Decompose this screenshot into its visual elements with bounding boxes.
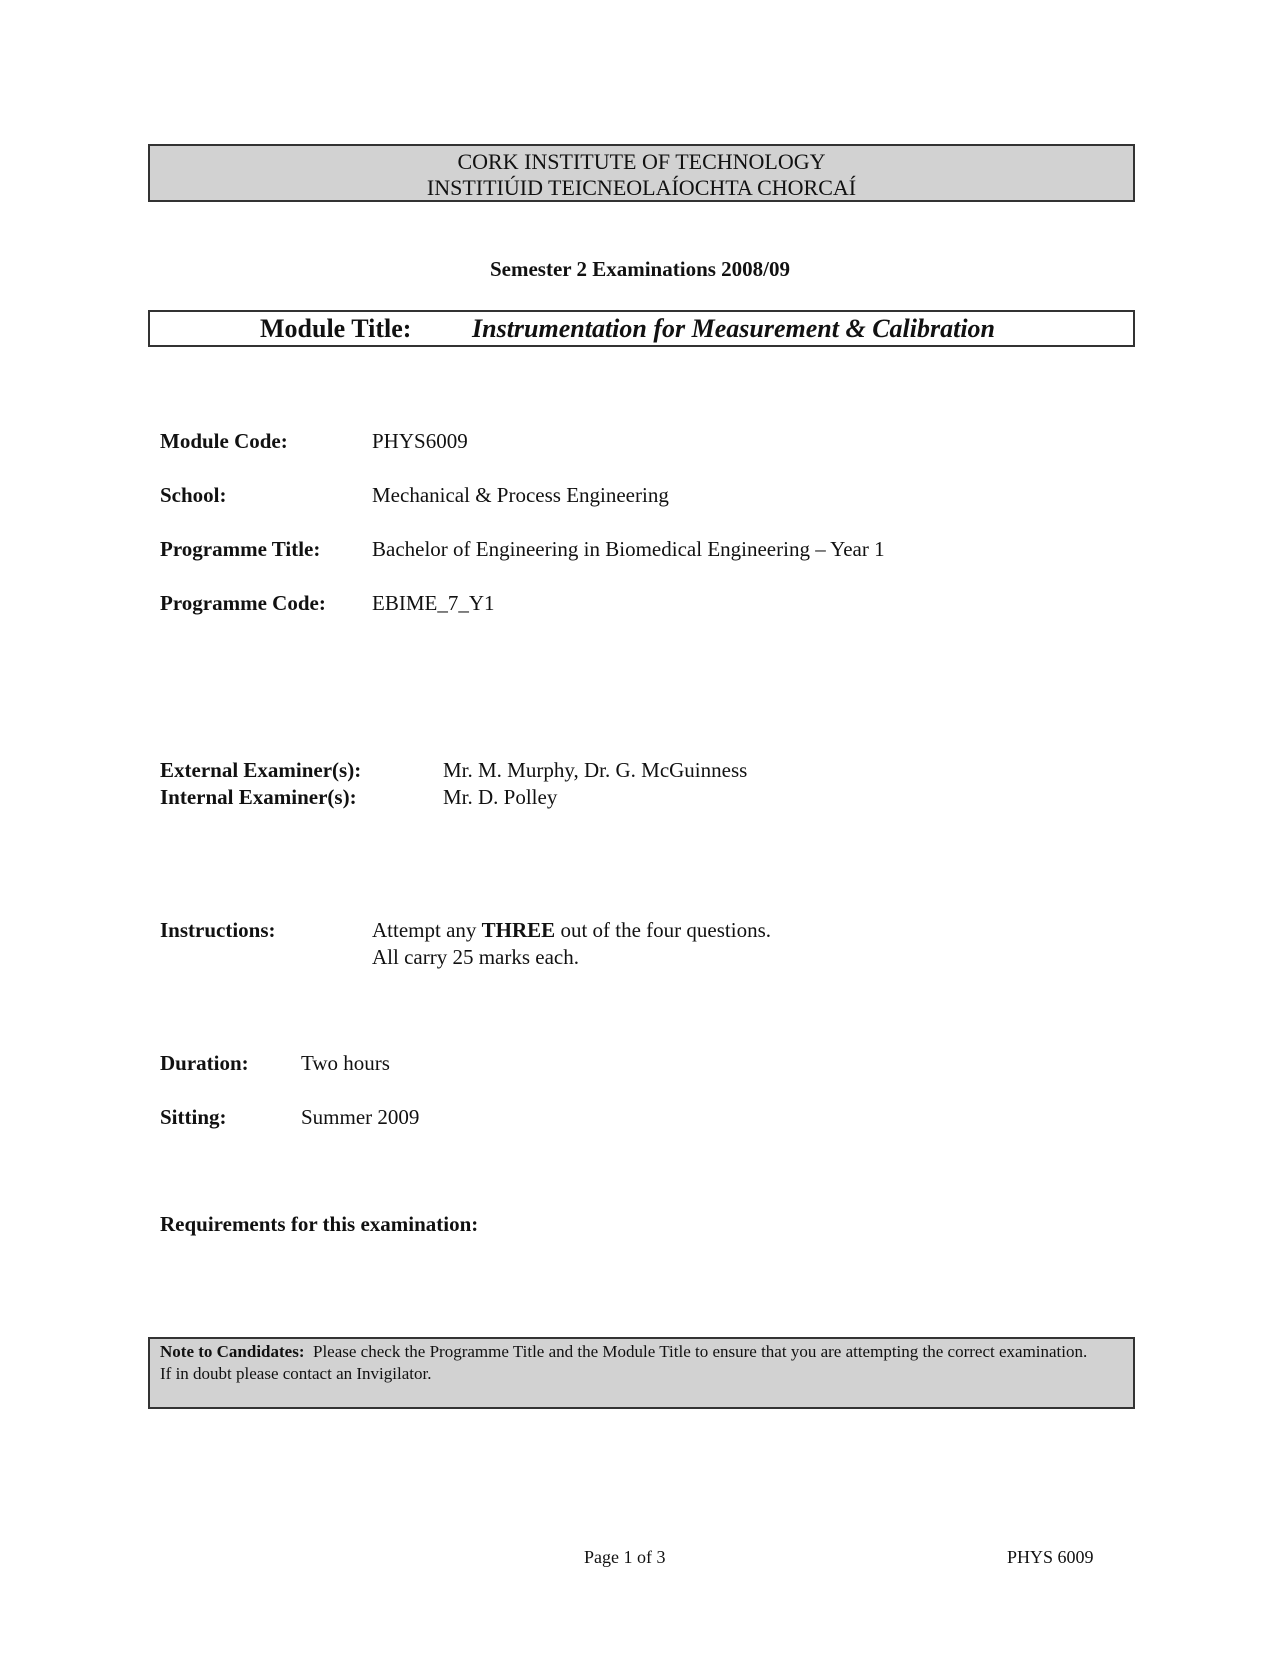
sitting-label: Sitting: <box>160 1105 227 1129</box>
module-code-value: PHYS6009 <box>372 429 468 453</box>
note-label: Note to Candidates: <box>160 1342 305 1361</box>
instructions-line-2: All carry 25 marks each. <box>372 945 579 969</box>
module-title-value: Instrumentation for Measurement & Calibration <box>472 314 996 343</box>
note-body: Please check the Programme Title and the Module Title to ensure that you are attempting the correct examination. <box>313 1342 1088 1361</box>
semester-heading: Semester 2 Examinations 2008/09 <box>489 257 791 281</box>
note-text <box>160 1341 1123 1363</box>
programme-code-label: Programme Code: <box>160 591 326 615</box>
internal-examiner-label: Internal Examiner(s): <box>160 785 357 809</box>
module-title-box <box>148 310 1135 347</box>
module-code-label: Module Code: <box>160 429 288 453</box>
requirements-label: Requirements for this examination: <box>160 1212 479 1236</box>
external-examiner-value: Mr. M. Murphy, Dr. G. McGuinness <box>443 758 748 782</box>
instructions-suffix: out of the four questions. <box>555 918 771 942</box>
internal-examiner-value: Mr. D. Polley <box>443 785 558 809</box>
programme-title-value: Bachelor of Engineering in Biomedical Engineering – Year 1 <box>372 537 885 561</box>
school-label: School: <box>160 483 227 507</box>
note-to-candidates-box <box>148 1337 1135 1409</box>
module-title-label: Module Title: <box>260 314 412 343</box>
external-examiner-label: External Examiner(s): <box>160 758 362 782</box>
programme-code-value: EBIME_7_Y1 <box>372 591 495 615</box>
programme-title-label: Programme Title: <box>160 537 321 561</box>
institution-name-irish: INSTITIÚID TEICNEOLAÍOCHTA CHORCAÍ <box>426 175 857 200</box>
institution-header <box>148 144 1135 202</box>
page-number: Page 1 of 3 <box>584 1547 666 1567</box>
instructions-prefix: Attempt any <box>372 918 482 942</box>
institution-name-english: CORK INSTITUTE OF TECHNOLOGY <box>457 149 826 174</box>
instructions-label: Instructions: <box>160 918 276 942</box>
note-line-2: If in doubt please contact an Invigilator. <box>160 1364 432 1383</box>
school-value: Mechanical & Process Engineering <box>372 483 669 507</box>
duration-value: Two hours <box>301 1051 390 1075</box>
sitting-value: Summer 2009 <box>301 1105 420 1129</box>
instructions-count: THREE <box>481 918 556 942</box>
footer-module-code: PHYS 6009 <box>1007 1547 1094 1567</box>
instructions-line-1 <box>372 918 771 943</box>
duration-label: Duration: <box>160 1051 249 1075</box>
